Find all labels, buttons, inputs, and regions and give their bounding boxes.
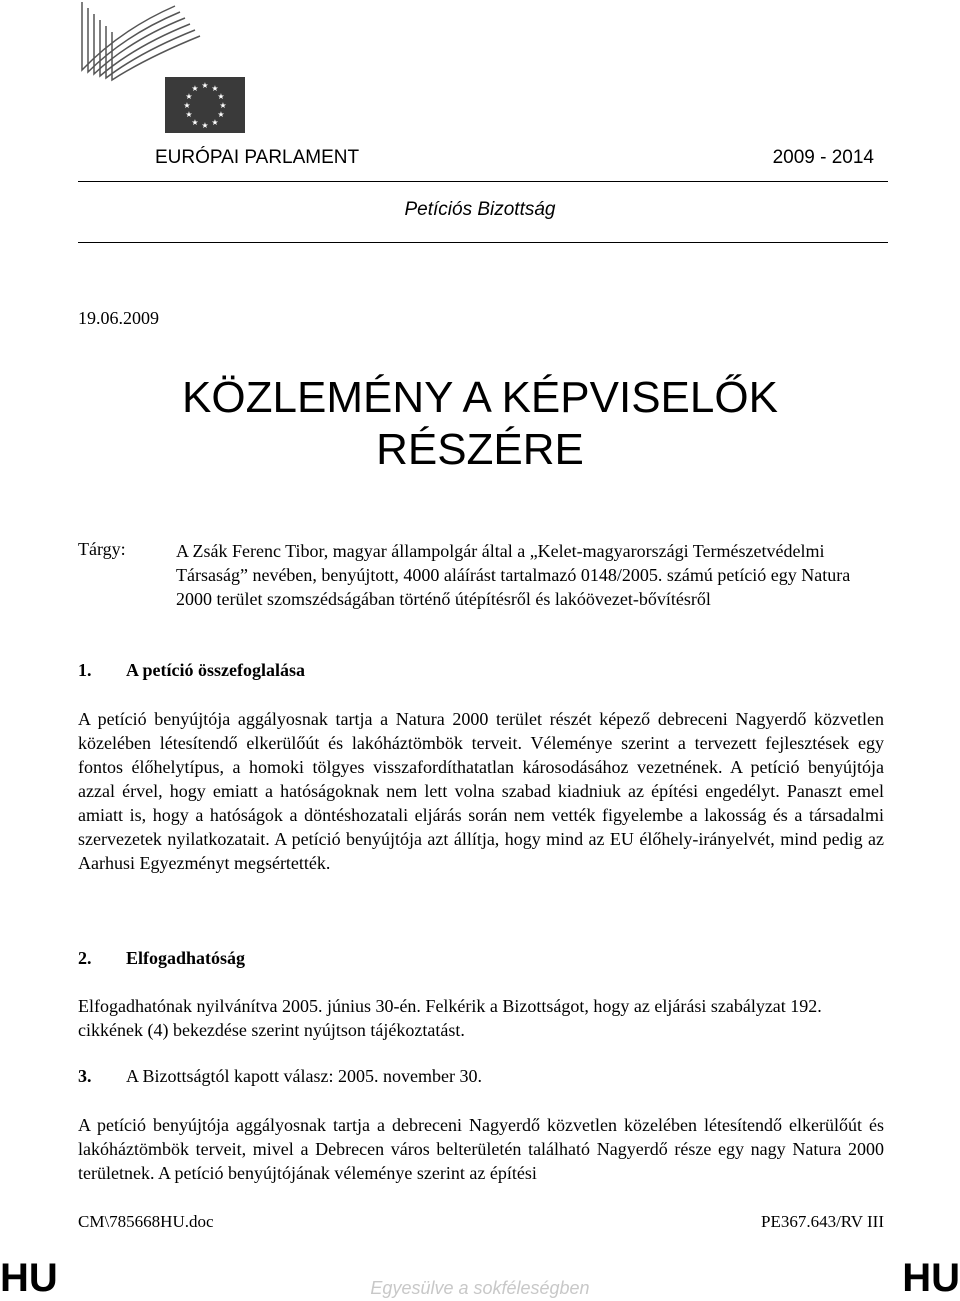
svg-text:★: ★: [191, 118, 199, 127]
section-1-number: 1.: [78, 660, 92, 680]
svg-text:★: ★: [211, 84, 219, 93]
section-3-body: A petíció benyújtója aggályosnak tartja a debreceni Nagyerdő közvetlen közelében létesítendő elkerülőút és lakóháztömbök terveit, mivel a Debrecen város belterületén található Nagyerdő része egy nagy Natura 2000 területnek. A petíció benyújtójának véleménye szerint az építési: [78, 1115, 884, 1183]
section-1-body: A petíció benyújtója aggályosnak tartja a Natura 2000 terület részét képező debreceni Nagyerdő közvetlen közelében létesítendő elkerülőút és lakóháztömbök terveit. Véleménye szerint a tervezett fejlesztések egy fontos élőhelytípus, a homoki tölgyes visszafordíthatatlan károsodásához vezetnének. A petíció benyújtója azzal érvel, hogy emiatt a hatóságoknak nem lett volna szabad kiadniuk az építési engedélyt. Panaszt emel amiatt is, hogy a hatóságok a döntéshozatali eljárás során nem vették figyelembe a lakosság és a társadalmi szervezetek nyilatkozatait. A petíció benyújtója azt állítja, hogy mind az EU élőhely-irányelvét, mind pedig az Aarhusi Egyezményt megsértették.: [78, 709, 884, 873]
committee-name: Petíciós Bizottság: [404, 199, 556, 220]
language-code-left: HU: [0, 1256, 58, 1300]
section-2-title: Elfogadhatóság: [126, 948, 246, 968]
section-2-number: 2.: [78, 948, 92, 968]
european-parliament-logo: [80, 0, 255, 140]
eu-motto: Egyesülve a sokféleségben: [370, 1278, 590, 1298]
section-1-title: A petíció összefoglalása: [126, 660, 305, 680]
document-title: [100, 372, 860, 476]
title-line-2: RÉSZÉRE: [376, 425, 584, 474]
pe-reference: PE367.643/RV III: [761, 1212, 884, 1231]
document-reference: CM\785668HU.doc: [78, 1212, 214, 1231]
section-3-title: A Bizottságtól kapott válasz: 2005. november 30.: [126, 1066, 482, 1086]
svg-text:★: ★: [183, 101, 191, 110]
language-code-right: HU: [902, 1256, 960, 1300]
document-date: 19.06.2009: [78, 308, 159, 328]
svg-text:★: ★: [201, 121, 209, 130]
parliamentary-term: 2009 - 2014: [772, 147, 874, 168]
svg-text:★: ★: [217, 92, 225, 101]
institution-name: EURÓPAI PARLAMENT: [155, 147, 360, 168]
subject-label: Tárgy:: [78, 539, 126, 559]
svg-text:★: ★: [219, 101, 227, 110]
header-divider: [78, 181, 888, 182]
svg-text:★: ★: [217, 110, 225, 119]
svg-text:★: ★: [201, 81, 209, 90]
subject-text: A Zsák Ferenc Tibor, magyar állampolgár által a „Kelet-magyarországi Természetvédelmi Társaság” nevében, benyújtott, 4000 aláírást tartalmazó 0148/2005. számú petíció egy Natura 2000 terület szomszédságában történő útépítésről és lakóövezet-bővítésről: [176, 541, 851, 609]
committee-divider: [78, 242, 888, 243]
svg-text:★: ★: [185, 110, 193, 119]
svg-text:★: ★: [191, 84, 199, 93]
svg-text:★: ★: [185, 92, 193, 101]
svg-text:★: ★: [211, 118, 219, 127]
title-line-1: KÖZLEMÉNY A KÉPVISELŐK: [182, 373, 778, 422]
section-3-number: 3.: [78, 1066, 92, 1086]
section-2-body: Elfogadhatónak nyilvánítva 2005. június 30-én. Felkérik a Bizottságot, hogy az eljárási szabályzat 192. cikkének (4) bekezdése szerint nyújtson tájékoztatást.: [78, 996, 822, 1040]
